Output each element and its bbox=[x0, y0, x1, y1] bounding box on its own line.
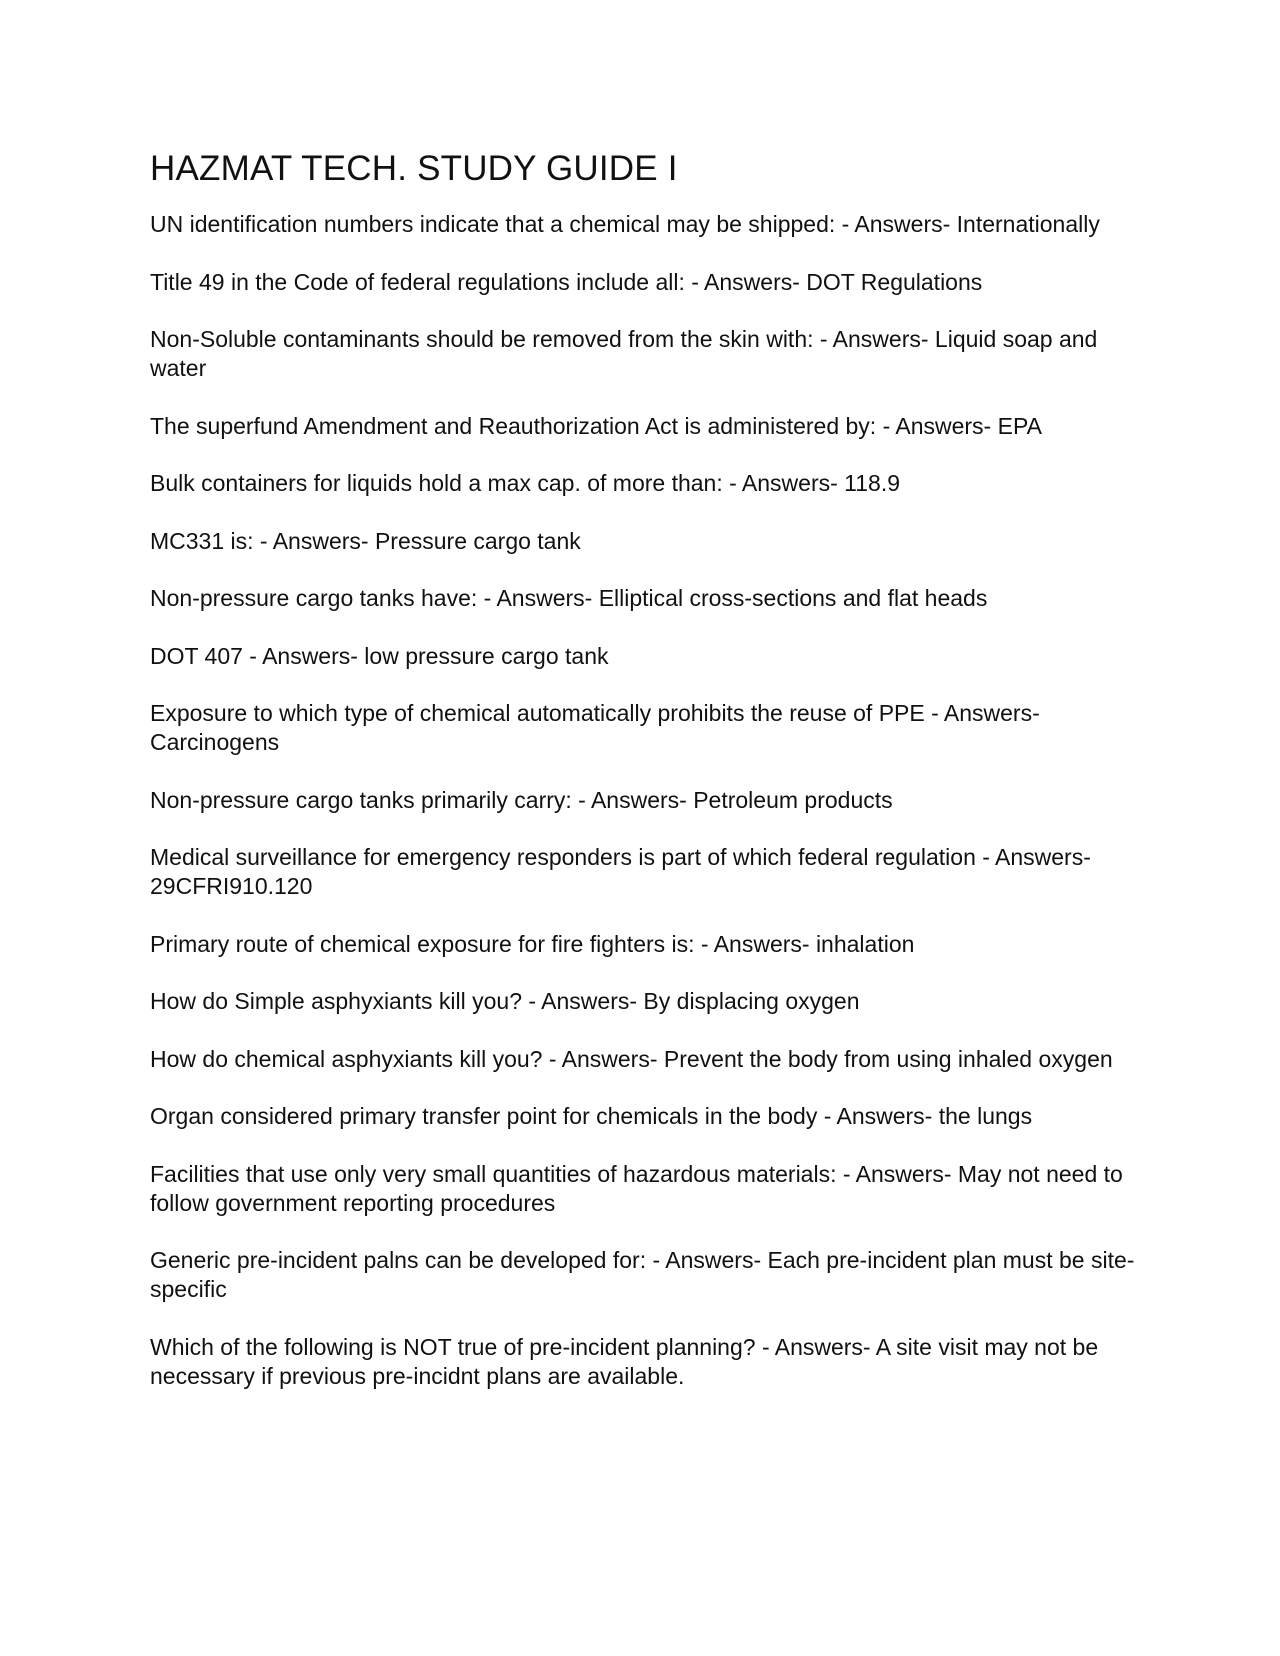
qa-item: How do chemical asphyxiants kill you? - Answers- Prevent the body from using inhaled oxygen bbox=[150, 1045, 1113, 1072]
qa-item: Non-Soluble contaminants should be removed from the skin with: - Answers- Liquid soap and water bbox=[150, 326, 1098, 381]
qa-item: Exposure to which type of chemical automatically prohibits the reuse of PPE - Answers- Carcinogens bbox=[150, 700, 1040, 755]
qa-item: Primary route of chemical exposure for fire fighters is: - Answers- inhalation bbox=[150, 930, 915, 957]
qa-item: Non-pressure cargo tanks have: - Answers- Elliptical cross-sections and flat heads bbox=[150, 585, 988, 611]
qa-item: Bulk containers for liquids hold a max cap. of more than: - Answers- 118.9 bbox=[150, 470, 901, 496]
document-title: HAZMAT TECH. STUDY GUIDE I bbox=[150, 149, 678, 188]
qa-item: How do Simple asphyxiants kill you? - Answers- By displacing oxygen bbox=[150, 988, 860, 1014]
qa-item: Which of the following is NOT true of pre-incident planning? - Answers- A site visit may not be necessary if previous pre-incidnt plans are available. bbox=[150, 1333, 1099, 1389]
qa-item: Medical surveillance for emergency responders is part of which federal regulation - Answers- 29CFRI910.120 bbox=[150, 844, 1091, 899]
qa-item: Non-pressure cargo tanks primarily carry: - Answers- Petroleum products bbox=[150, 786, 893, 813]
qa-item: UN identification numbers indicate that a chemical may be shipped: - Answers- Internationally bbox=[150, 211, 1100, 237]
qa-item: DOT 407 - Answers- low pressure cargo tank bbox=[150, 642, 609, 669]
qa-item: Facilities that use only very small quantities of hazardous materials: - Answers- May not need to follow government reporting procedures bbox=[150, 1160, 1123, 1216]
document-content bbox=[150, 146, 1140, 1419]
qa-item: Generic pre-incident palns can be developed for: - Answers- Each pre-incident plan must be site-specific bbox=[150, 1247, 1135, 1302]
qa-item: Title 49 in the Code of federal regulations include all: - Answers- DOT Regulations bbox=[150, 268, 983, 295]
qa-list bbox=[150, 210, 1140, 1391]
qa-item: Organ considered primary transfer point for chemicals in the body - Answers- the lungs bbox=[150, 1103, 1033, 1129]
qa-item: MC331 is: - Answers- Pressure cargo tank bbox=[150, 527, 581, 554]
qa-item: The superfund Amendment and Reauthorization Act is administered by: - Answers- EPA bbox=[150, 412, 1042, 439]
